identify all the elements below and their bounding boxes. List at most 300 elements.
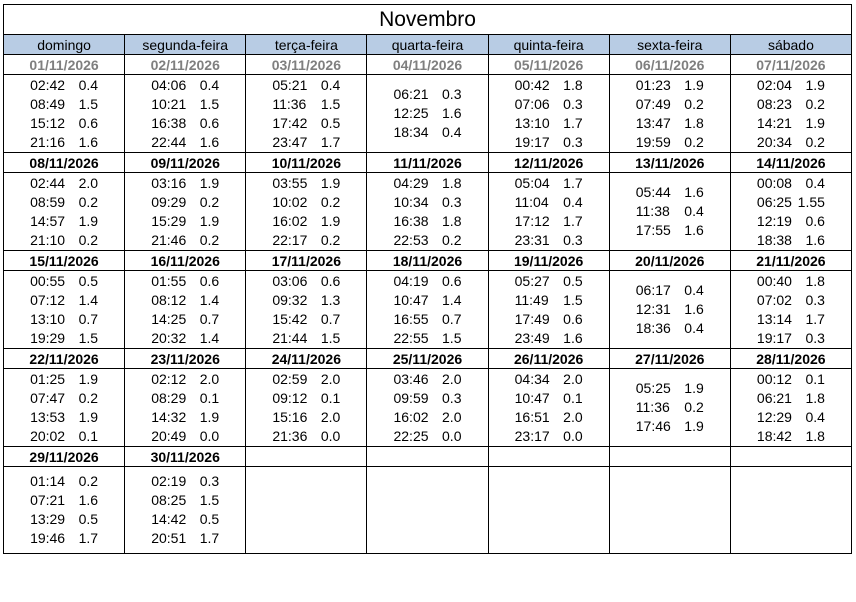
tide-entry <box>489 329 609 348</box>
tide-height: 0.2 <box>78 231 99 248</box>
weekday-header: quarta-feira <box>367 35 488 55</box>
tide-height: 0.0 <box>320 427 341 444</box>
tide-entry <box>731 329 851 348</box>
tide-time: 08:29 <box>151 389 187 406</box>
day-date: 24/11/2026 <box>246 349 367 369</box>
tide-entry <box>489 370 609 389</box>
tide-entry <box>4 231 124 250</box>
tide-height: 0.1 <box>805 370 825 387</box>
day-date: 21/11/2026 <box>730 251 851 271</box>
tide-entry <box>4 427 124 446</box>
tide-entry <box>4 174 124 193</box>
tide-time: 21:10 <box>30 231 66 248</box>
tide-time: 11:36 <box>272 95 307 112</box>
tide-height: 1.9 <box>320 212 341 229</box>
tide-entry <box>731 212 851 231</box>
tide-time: 02:44 <box>30 174 66 191</box>
tide-entry <box>489 212 609 231</box>
tide-entry <box>367 370 487 389</box>
tide-entry <box>125 95 245 114</box>
tide-height: 0.2 <box>805 95 825 112</box>
weekday-header: sábado <box>730 35 851 55</box>
tide-height: 1.9 <box>78 408 99 425</box>
tide-time: 12:19 <box>756 212 792 229</box>
tide-time: 21:44 <box>272 329 308 346</box>
tide-entry <box>367 427 487 446</box>
tide-time: 17:42 <box>272 114 308 131</box>
tide-height: 1.7 <box>199 530 220 546</box>
tide-time: 13:29 <box>30 511 66 527</box>
tide-height: 1.6 <box>199 133 220 150</box>
tide-height: 0.1 <box>320 389 341 406</box>
day-tides <box>609 75 730 153</box>
tide-height: 1.6 <box>563 329 583 346</box>
tide-height: 1.9 <box>684 380 704 396</box>
tide-height: 0.6 <box>199 272 220 289</box>
day-tides <box>246 173 367 251</box>
tide-height: 0.2 <box>78 389 99 406</box>
tide-time: 15:16 <box>272 408 308 425</box>
tide-entry <box>125 427 245 446</box>
tide-entry <box>489 114 609 133</box>
tide-time: 08:49 <box>30 95 66 112</box>
tide-time: 08:23 <box>756 95 792 112</box>
tide-height: 0.4 <box>684 320 704 336</box>
tide-entry <box>610 281 730 300</box>
tide-height: 0.1 <box>563 389 583 406</box>
tide-height: 1.5 <box>78 329 99 346</box>
day-date: 20/11/2026 <box>609 251 730 271</box>
tide-time: 09:32 <box>272 291 308 308</box>
tide-entry <box>731 231 851 250</box>
tide-entry <box>731 427 851 446</box>
tide-time: 14:32 <box>151 408 187 425</box>
tide-height: 1.9 <box>805 76 825 93</box>
tide-entry <box>367 291 487 310</box>
tide-entry <box>489 174 609 193</box>
tide-time: 20:32 <box>151 329 187 346</box>
weekday-header: terça-feira <box>246 35 367 55</box>
tide-entry <box>246 193 366 212</box>
tide-entry <box>125 114 245 133</box>
tide-entry <box>489 408 609 427</box>
tide-time: 13:14 <box>756 310 792 327</box>
tide-height: 1.8 <box>684 114 704 131</box>
tide-time: 10:47 <box>393 291 429 308</box>
tide-time: 16:38 <box>151 114 187 131</box>
tide-height: 1.7 <box>78 530 99 546</box>
tide-time: 07:49 <box>635 95 671 112</box>
tide-time: 14:57 <box>30 212 66 229</box>
tide-time: 04:29 <box>393 174 429 191</box>
tide-height: 2.0 <box>78 174 99 191</box>
tide-time: 00:55 <box>30 272 66 289</box>
tide-time: 13:53 <box>30 408 66 425</box>
tide-height: 2.0 <box>563 370 583 387</box>
tide-height: 0.7 <box>78 310 99 327</box>
tide-height: 0.4 <box>442 124 462 140</box>
tide-height: 0.4 <box>684 203 704 219</box>
tides-row <box>4 271 852 349</box>
tide-height: 1.9 <box>320 174 341 191</box>
tide-height: 1.6 <box>78 492 99 508</box>
tide-height: 1.7 <box>563 114 583 131</box>
tide-entry <box>4 389 124 408</box>
day-tides <box>125 271 246 349</box>
tide-time: 23:17 <box>514 427 550 444</box>
tide-height: 1.6 <box>78 133 99 150</box>
tides-row <box>4 467 852 554</box>
tide-height: 2.0 <box>199 370 220 387</box>
empty-date-cell <box>246 447 367 467</box>
tide-time: 00:08 <box>756 174 792 191</box>
tide-time: 02:19 <box>151 473 187 489</box>
tides-row <box>4 173 852 251</box>
tide-entry <box>4 291 124 310</box>
tide-entry <box>125 491 245 510</box>
tide-height: 0.2 <box>805 133 825 150</box>
day-tides <box>4 467 125 554</box>
tide-time: 11:04 <box>514 193 549 210</box>
tide-height: 0.2 <box>684 133 704 150</box>
day-tides <box>4 369 125 447</box>
day-tides <box>730 75 851 153</box>
tide-time: 10:02 <box>272 193 308 210</box>
tide-entry <box>125 389 245 408</box>
tide-entry <box>125 408 245 427</box>
tide-entry <box>489 231 609 250</box>
tide-height: 0.5 <box>199 511 220 527</box>
tide-time: 03:46 <box>393 370 429 387</box>
tide-height: 1.8 <box>805 272 825 289</box>
tide-time: 20:02 <box>30 427 66 444</box>
day-date: 15/11/2026 <box>4 251 125 271</box>
tide-time: 16:38 <box>393 212 429 229</box>
day-date: 18/11/2026 <box>367 251 488 271</box>
tide-time: 12:31 <box>635 301 671 317</box>
tide-height: 1.5 <box>199 492 220 508</box>
tide-height: 0.3 <box>805 329 825 346</box>
day-date: 01/11/2026 <box>4 55 125 75</box>
tide-height: 0.4 <box>684 282 704 298</box>
tide-height: 2.0 <box>320 370 341 387</box>
day-date: 22/11/2026 <box>4 349 125 369</box>
tide-entry <box>731 95 851 114</box>
tide-time: 04:34 <box>514 370 550 387</box>
tide-height: 0.2 <box>78 473 99 489</box>
empty-tides-cell <box>488 467 609 554</box>
tide-entry <box>610 202 730 221</box>
day-tides <box>125 75 246 153</box>
tide-entry <box>489 310 609 329</box>
tide-height: 0.2 <box>442 231 462 248</box>
tide-time: 17:55 <box>635 222 671 238</box>
tide-time: 16:02 <box>272 212 308 229</box>
tide-entry <box>4 310 124 329</box>
tide-time: 03:16 <box>151 174 187 191</box>
tide-entry <box>489 427 609 446</box>
day-tides <box>125 369 246 447</box>
tide-time: 15:29 <box>151 212 187 229</box>
tide-time: 05:21 <box>272 76 308 93</box>
tide-height: 1.7 <box>320 133 341 150</box>
day-tides <box>246 271 367 349</box>
tide-time: 05:04 <box>514 174 550 191</box>
tide-entry <box>4 95 124 114</box>
tide-height: 0.4 <box>199 76 220 93</box>
tide-entry <box>246 291 366 310</box>
tide-entry <box>610 76 730 95</box>
tide-time: 08:12 <box>151 291 187 308</box>
tide-time: 12:25 <box>393 105 429 121</box>
tide-entry <box>4 76 124 95</box>
tide-time: 07:06 <box>514 95 550 112</box>
tide-height: 1.6 <box>805 231 825 248</box>
tide-time: 22:44 <box>151 133 187 150</box>
day-date: 06/11/2026 <box>609 55 730 75</box>
tide-height: 0.3 <box>442 389 462 406</box>
day-tides <box>609 369 730 447</box>
tide-height: 1.7 <box>805 310 825 327</box>
tide-entry <box>489 291 609 310</box>
tide-height: 0.0 <box>563 427 583 444</box>
tide-entry <box>125 329 245 348</box>
tide-entry <box>4 529 124 548</box>
tide-time: 16:51 <box>514 408 550 425</box>
tide-time: 02:04 <box>756 76 792 93</box>
day-date: 13/11/2026 <box>609 153 730 173</box>
tide-entry <box>367 85 487 104</box>
tide-time: 22:53 <box>393 231 429 248</box>
tide-entry <box>125 291 245 310</box>
tide-entry <box>731 133 851 152</box>
tide-entry <box>367 212 487 231</box>
day-tides <box>246 75 367 153</box>
tide-time: 20:51 <box>151 530 187 546</box>
tide-time: 05:44 <box>635 184 671 200</box>
tide-time: 03:55 <box>272 174 308 191</box>
day-date: 02/11/2026 <box>125 55 246 75</box>
tide-height: 0.3 <box>805 291 825 308</box>
tide-time: 19:59 <box>635 133 671 150</box>
tide-time: 09:29 <box>151 193 187 210</box>
tide-entry <box>610 183 730 202</box>
tide-height: 1.5 <box>442 329 462 346</box>
tide-height: 0.4 <box>320 76 341 93</box>
tide-entry <box>610 114 730 133</box>
tide-height: 0.3 <box>563 95 583 112</box>
tide-entry <box>731 193 851 212</box>
tide-time: 07:02 <box>756 291 792 308</box>
empty-date-cell <box>488 447 609 467</box>
tide-time: 04:06 <box>151 76 187 93</box>
tide-entry <box>367 104 487 123</box>
day-date: 10/11/2026 <box>246 153 367 173</box>
tide-time: 11:49 <box>514 291 549 308</box>
tide-height: 1.9 <box>199 212 220 229</box>
tide-height: 0.5 <box>563 272 583 289</box>
tide-entry <box>367 193 487 212</box>
tide-height: 2.0 <box>320 408 341 425</box>
tide-entry <box>610 133 730 152</box>
tide-height: 1.7 <box>563 212 583 229</box>
tide-entry <box>246 95 366 114</box>
tide-time: 06:25 <box>756 193 792 210</box>
tide-height: 1.9 <box>78 212 99 229</box>
tide-height: 0.6 <box>442 272 462 289</box>
tide-height: 0.7 <box>320 310 341 327</box>
tide-time: 04:19 <box>393 272 429 289</box>
tide-time: 18:36 <box>635 320 671 336</box>
tide-entry <box>4 212 124 231</box>
day-tides <box>4 271 125 349</box>
tide-time: 08:25 <box>151 492 187 508</box>
tide-entry <box>125 472 245 491</box>
tide-time: 11:36 <box>635 399 670 415</box>
day-tides <box>730 173 851 251</box>
day-date: 14/11/2026 <box>730 153 851 173</box>
day-date: 19/11/2026 <box>488 251 609 271</box>
tide-entry <box>610 300 730 319</box>
empty-date-cell <box>609 447 730 467</box>
tide-entry <box>246 389 366 408</box>
tide-height: 2.0 <box>442 408 462 425</box>
tide-time: 15:42 <box>272 310 308 327</box>
tide-entry <box>4 491 124 510</box>
tide-height: 0.3 <box>563 231 583 248</box>
tide-entry <box>246 370 366 389</box>
tide-height: 0.1 <box>199 389 220 406</box>
tide-entry <box>731 389 851 408</box>
tides-row <box>4 369 852 447</box>
tide-time: 08:59 <box>30 193 66 210</box>
tide-entry <box>610 221 730 240</box>
weekday-header: domingo <box>4 35 125 55</box>
tide-entry <box>731 174 851 193</box>
day-tides <box>4 173 125 251</box>
tide-time: 14:42 <box>151 511 187 527</box>
date-row <box>4 153 852 173</box>
tide-height: 1.8 <box>805 427 825 444</box>
date-row <box>4 251 852 271</box>
tide-time: 03:06 <box>272 272 308 289</box>
tide-time: 13:10 <box>514 114 550 131</box>
day-date: 09/11/2026 <box>125 153 246 173</box>
tide-time: 16:02 <box>393 408 429 425</box>
tide-height: 1.55 <box>797 193 825 210</box>
day-tides <box>367 75 488 153</box>
tide-time: 10:34 <box>393 193 429 210</box>
tide-entry <box>4 408 124 427</box>
tide-entry <box>610 398 730 417</box>
tide-entry <box>367 408 487 427</box>
tide-height: 0.4 <box>563 193 583 210</box>
tide-entry <box>246 212 366 231</box>
day-date: 04/11/2026 <box>367 55 488 75</box>
tide-time: 23:49 <box>514 329 550 346</box>
tide-height: 1.9 <box>805 114 825 131</box>
tide-height: 0.6 <box>805 212 825 229</box>
tide-entry <box>367 310 487 329</box>
tide-time: 12:29 <box>756 408 792 425</box>
weekday-header-row <box>4 35 852 55</box>
tide-height: 2.0 <box>563 408 583 425</box>
tide-time: 16:55 <box>393 310 429 327</box>
tide-time: 22:25 <box>393 427 429 444</box>
tide-entry <box>125 310 245 329</box>
tide-time: 20:34 <box>756 133 792 150</box>
tide-time: 02:12 <box>151 370 187 387</box>
date-row <box>4 349 852 369</box>
tide-entry <box>489 389 609 408</box>
weekday-header: sexta-feira <box>609 35 730 55</box>
tide-time: 06:21 <box>756 389 792 406</box>
empty-date-cell <box>730 447 851 467</box>
tide-entry <box>125 76 245 95</box>
tide-height: 1.5 <box>199 95 220 112</box>
tide-time: 07:21 <box>30 492 66 508</box>
date-row <box>4 55 852 75</box>
tide-height: 0.1 <box>78 427 99 444</box>
day-date: 08/11/2026 <box>4 153 125 173</box>
tide-time: 17:46 <box>635 418 671 434</box>
tide-time: 21:46 <box>151 231 187 248</box>
tide-height: 0.4 <box>78 76 99 93</box>
tide-height: 0.2 <box>684 399 704 415</box>
tide-height: 1.6 <box>442 105 462 121</box>
tide-height: 1.4 <box>199 329 220 346</box>
tide-time: 07:47 <box>30 389 66 406</box>
tide-calendar <box>3 4 852 554</box>
tide-entry <box>246 310 366 329</box>
tide-entry <box>4 133 124 152</box>
tide-time: 02:59 <box>272 370 308 387</box>
tide-height: 1.5 <box>320 95 341 112</box>
tide-height: 0.4 <box>805 174 825 191</box>
tide-time: 10:21 <box>151 95 187 112</box>
tide-entry <box>125 272 245 291</box>
empty-date-cell <box>367 447 488 467</box>
tide-height: 0.6 <box>320 272 341 289</box>
tide-entry <box>246 174 366 193</box>
tide-entry <box>610 95 730 114</box>
day-date: 25/11/2026 <box>367 349 488 369</box>
tide-height: 1.5 <box>320 329 341 346</box>
tide-height: 0.5 <box>320 114 341 131</box>
tide-entry <box>125 529 245 548</box>
day-date: 30/11/2026 <box>125 447 246 467</box>
day-tides <box>367 173 488 251</box>
tide-entry <box>489 193 609 212</box>
tide-time: 00:12 <box>756 370 792 387</box>
tide-height: 0.3 <box>199 473 220 489</box>
tide-height: 0.3 <box>563 133 583 150</box>
tide-time: 09:59 <box>393 389 429 406</box>
tide-height: 1.4 <box>442 291 462 308</box>
tide-height: 0.6 <box>78 114 99 131</box>
tide-entry <box>125 510 245 529</box>
tide-time: 14:25 <box>151 310 187 327</box>
empty-tides-cell <box>367 467 488 554</box>
day-tides <box>488 75 609 153</box>
tide-height: 2.0 <box>442 370 462 387</box>
tide-entry <box>610 417 730 436</box>
tide-height: 1.5 <box>563 291 583 308</box>
tide-entry <box>489 95 609 114</box>
day-date: 03/11/2026 <box>246 55 367 75</box>
tide-entry <box>246 133 366 152</box>
tide-entry <box>731 370 851 389</box>
